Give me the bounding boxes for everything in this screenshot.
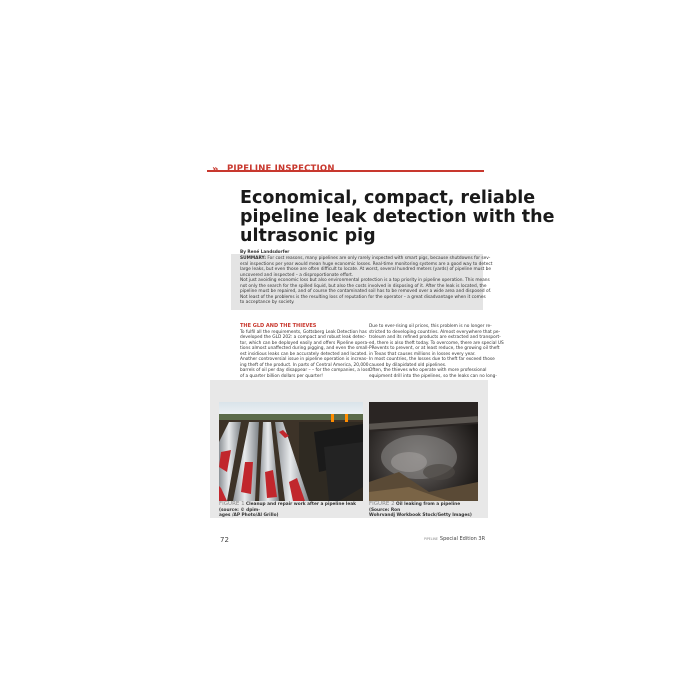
summary-line: uncovered and inspected – a disproportionate effort.	[240, 272, 354, 278]
figure-1-caption	[219, 502, 361, 519]
summary-line: pipeline must be repaired, and of course the contaminated soil has to be removed over a wide area and disposed of.	[240, 289, 492, 295]
caption-line: Wohrvandj Workbook Stock/Getty Images)	[369, 513, 472, 518]
summary-line: to acceptance by society.	[240, 300, 295, 306]
body-line: Often, the thieves who operate with more professional	[369, 368, 487, 374]
summary-line: SUMMARY: For cost reasons, many pipelines are only rarely inspected with smart pigs, because shutdowns for sev-	[240, 256, 491, 261]
figure-number: FIGURE 1	[219, 501, 245, 507]
title-line: ultrasonic pig	[240, 226, 376, 246]
publication-logo: PIPELINE	[424, 537, 438, 541]
figure-number: FIGURE 2	[369, 501, 395, 507]
subhead: THE GLD AND THE THIEVES	[240, 323, 317, 329]
caption-line: Oil leaking from a pipeline (Source: Ron	[369, 502, 461, 513]
body-line: barrels of oil per day disappear – – for the companies, a loss	[240, 368, 370, 374]
section-label: PIPELINE INSPECTION	[227, 164, 335, 174]
pipeline-photo	[219, 402, 363, 501]
body-line: Another controversial issue in pipeline operation is increas-	[240, 357, 368, 363]
figure-1-photo	[219, 402, 363, 501]
edition-label: Special Edition 3R	[439, 536, 486, 542]
summary-label: SUMMARY:	[240, 256, 266, 261]
body-line: ed, there is also theft today. To overcome, there are special US	[369, 340, 504, 346]
body-line: in Texas that causes millions in losses every year.	[369, 351, 476, 357]
body-line: tor, which can be deployed easily and offers Pipeline opera-	[240, 340, 369, 346]
body-line: troleum and its refined products are extracted and transport-	[369, 335, 501, 341]
byline: By René Landsdorfer	[240, 249, 290, 254]
body-line: In most countries, the losses due to theft far exceed those	[369, 357, 495, 363]
body-line: caused by dilapidated old pipelines.	[369, 362, 447, 368]
body-column-1	[240, 323, 370, 380]
oil-leak-photo	[369, 402, 478, 501]
body-line: Due to ever-rising oil prices, this problem is no longer re-	[369, 324, 492, 329]
body-column-2	[369, 324, 504, 379]
summary-line: Not least of the problems is the resulting loss of reputation for the operator – a great disadvantage when it comes	[240, 294, 486, 300]
body-line: stricted to developing countries. Almost everywhere that pe-	[369, 329, 501, 335]
caption-line: Cleanup and repair work after a pipeline leak (source: © dpim-	[219, 502, 356, 513]
title-line: Economical, compact, reliable	[240, 188, 536, 208]
body-line: ing theft of the product. In parts of Central America, 20,000	[240, 362, 369, 368]
figure-2-caption	[369, 502, 481, 519]
summary-text	[240, 256, 493, 306]
section-chevron-icon: »	[212, 164, 218, 175]
page-number: 72	[220, 536, 229, 544]
body-line: of a quarter billion dollars per quarter!	[240, 373, 323, 379]
figure-2-photo	[369, 402, 478, 501]
body-line: developed the GLD 202: a compact and robust leak detec-	[240, 335, 367, 341]
body-line: PRevents to prevent, or at least reduce, the growing oil theft	[369, 346, 500, 352]
body-line: To fulfil all the requirements, Gottsberg Leak Detection has	[240, 329, 367, 335]
title-line: pipeline leak detection with the	[240, 207, 555, 227]
body-line: est insidious leaks can be accurately detected and located.	[240, 351, 368, 357]
summary-line: Not just avoiding economic loss but also environmental protection is a top priority in pipeline operation. This means	[240, 278, 490, 284]
body-line: equipment drill into the pipelines, so the leaks can no long-	[369, 373, 497, 379]
body-line: tions almost unaffected during pigging, and even the small-	[240, 346, 369, 352]
footer-publication	[424, 536, 485, 542]
summary-line: large leaks, but even those are often difficult to locate. At worst, several hundred meters (yards) of pipeline must be	[240, 267, 492, 273]
summary-line: eral inspections per year would mean huge economic losses. Real-time monitoring systems are a good way to detect	[240, 261, 493, 267]
caption-line: ages /AP Photo/Al Grillo)	[219, 513, 279, 518]
summary-line: not only the search for the spilled liquid, but also the costs involved in disposing of it. After the leak is located, the	[240, 283, 487, 289]
article-title	[240, 188, 555, 246]
